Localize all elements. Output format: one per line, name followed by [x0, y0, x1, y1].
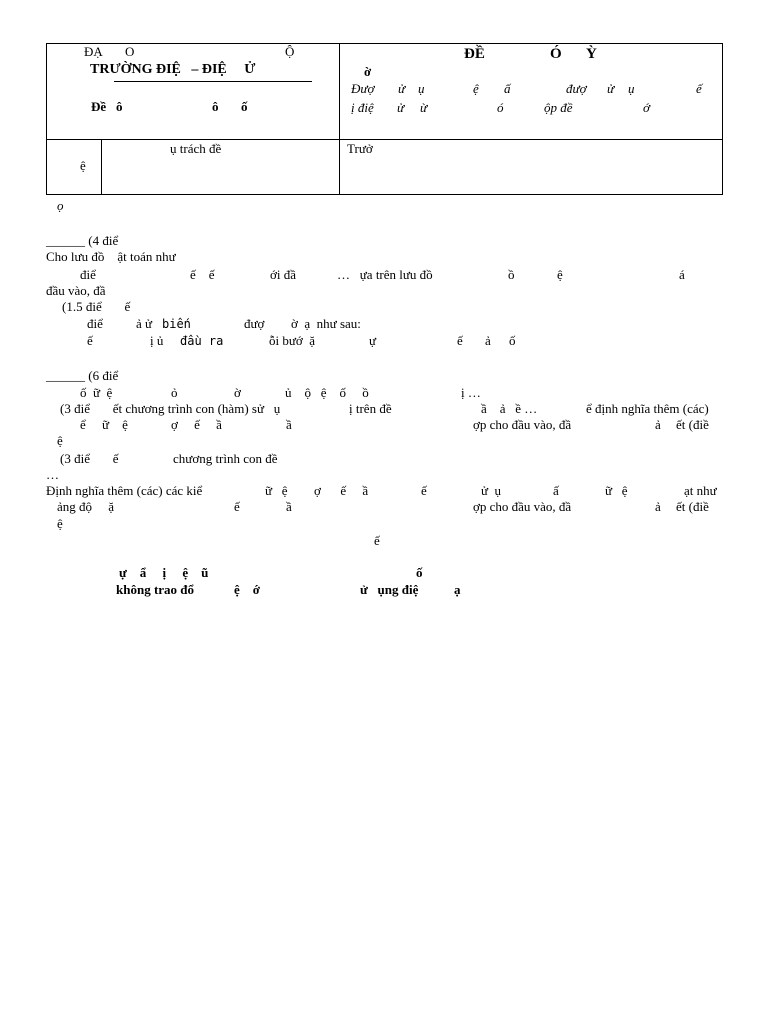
part2-def-f: ấ [553, 483, 559, 498]
part2-def-l2-d: ợp cho đầu vào, đầ [473, 499, 572, 514]
part2-q1-l2-f: ết (điề [676, 417, 709, 432]
part2-q1-a: (3 điể ết chương trình con (hàm) sử ụ [60, 401, 281, 416]
note1-f: đượ [566, 81, 587, 96]
note2-c: ừ [420, 100, 428, 115]
note2-a: ị điệ [351, 100, 374, 115]
ministry-text-a: ĐẠ [84, 44, 103, 59]
school-name: TRƯỜNG ĐIỆ – ĐIỆ Ử [90, 62, 256, 77]
footer-line2-b: ệ ớ [234, 582, 260, 597]
exam-line-d: ố [241, 99, 248, 114]
table-divider-left [101, 139, 102, 195]
exam-line-a: Đề [91, 99, 107, 114]
note1-b: ử [398, 81, 406, 96]
part1-line2-c: ới đầ [270, 267, 297, 282]
ministry-text-b: O [125, 44, 135, 59]
part2-q1-c: ầ ả ề … [481, 401, 538, 416]
part1-heading: ______ (4 điể [46, 233, 119, 248]
part2-def-l2-a: ảng độ ặ [57, 499, 115, 514]
part2-def-l2-c: ầ [286, 499, 292, 514]
part2-q1-l2-d: ợp cho đầu vào, đầ [473, 417, 572, 432]
part2-def-c: ợ ế ầ [314, 483, 369, 498]
part1-q1-l3-code: đầu ra [180, 334, 224, 348]
part2-line1-b: ỏ [171, 385, 178, 400]
part2-q1-l2-b: ợ ế ầ [171, 417, 222, 432]
exam-subtitle: ờ [364, 64, 372, 79]
exam-title-a: ĐỀ [464, 46, 485, 62]
part2-q1-l2-e: ả [655, 417, 661, 432]
part1-line2-a: điể [80, 267, 96, 282]
part2-heading: ______ (6 điể [46, 368, 119, 383]
part1-q1-l2-d: ờ ạ như sau: [291, 316, 361, 331]
table-divider-main [339, 43, 340, 195]
part1-line1: Cho lưu đồ ật toán như [46, 249, 176, 264]
school-underline [114, 81, 312, 82]
part2-q1-b: ị trên đề [349, 401, 392, 416]
note1-h: ụ [628, 81, 635, 96]
part1-q1-l3-e: ế [457, 333, 463, 348]
part1-q1-l3-c: ỗi bướ ặ [269, 333, 316, 348]
part2-line1-d: ủ ộ ệ ố ồ [285, 385, 369, 400]
note2-e: ộp đề [544, 100, 573, 115]
part2-def-g: ữ ệ [605, 483, 628, 498]
row2-col1: ệ [80, 158, 86, 173]
note2-b: ử [397, 100, 405, 115]
part2-q2-b: chương trình con đề [173, 451, 278, 466]
part1-line2-g: á [679, 267, 685, 282]
note1-e: ấ [504, 81, 511, 96]
part2-q1-d: ể định nghĩa thêm (các) [586, 401, 709, 416]
row2-col3: Trưở [347, 141, 373, 156]
part2-line1-e: ị … [461, 385, 481, 400]
row2-col2: ụ trách đề [170, 141, 222, 156]
ministry-text-c: Ộ [285, 44, 295, 59]
part1-q1-l2-a: điể [87, 316, 103, 331]
part1-line2-d: … ựa trên lưu đồ [337, 267, 433, 282]
part2-q1-l2-a: ể ữ ệ [80, 417, 128, 432]
note1-c: ụ [418, 81, 425, 96]
footer-line2-c: ử ụng điệ [360, 582, 419, 597]
note1-g: ử [607, 81, 615, 96]
footer-line2-d: ạ [454, 582, 461, 597]
footer-line1-a: ự ẩ ị ệ ũ [119, 565, 209, 580]
part2-q1-l2-c: ầ [286, 417, 292, 432]
exam-title-b: Ó [550, 46, 562, 62]
part1-q1-l3-f: ả [485, 333, 491, 348]
part1-line2-e: ồ [508, 267, 515, 282]
part1-q1-l2-code: biến [162, 317, 191, 331]
part1-q1-l2-b: ả ử [136, 316, 153, 331]
part2-def-l2-f: ết (điề [676, 499, 709, 514]
part1-q1-l3-d: ự [369, 333, 377, 348]
part1-q1-l3-b: ị ủ [150, 333, 164, 348]
end-mark: ế [374, 533, 380, 548]
part1-line3: đầu vào, đầ [46, 283, 106, 298]
part2-q1-l3: ệ [57, 433, 63, 448]
under-table-note: ọ [57, 198, 64, 213]
part2-ellipsis: … [46, 467, 59, 482]
part1-line2-b: ế ế [190, 267, 215, 282]
part1-q1-l3-g: ố [509, 333, 516, 348]
part1-line2-f: ệ [557, 267, 563, 282]
part2-def-a: Định nghĩa thêm (các) các kiể [46, 483, 203, 498]
part2-def-h: ạt như [684, 483, 717, 498]
footer-line1-b: ố [416, 565, 423, 580]
part1-q1-l2-c: đượ [244, 316, 265, 331]
part2-def-l3: ệ [57, 516, 63, 531]
part2-def-d: ế [421, 483, 427, 498]
note2-f: ớ [643, 100, 650, 115]
part2-def-l2-b: ế [234, 499, 240, 514]
note2-d: ó [497, 100, 504, 115]
part2-line1-c: ờ [234, 385, 241, 400]
note1-a: Đượ [351, 81, 375, 96]
part1-q1: (1.5 điể ế [62, 299, 131, 314]
part2-def-l2-e: ả [655, 499, 661, 514]
note1-d: ệ [473, 81, 479, 96]
footer-line2-a: không trao đổ [116, 582, 195, 597]
part2-def-e: ử ụ [481, 483, 502, 498]
part1-q1-l3-a: ế [87, 333, 93, 348]
part2-line1-a: ố ữ ệ [80, 385, 113, 400]
table-divider-row [46, 139, 723, 140]
exam-line-c: ô [212, 99, 219, 114]
part2-def-b: ữ ệ [265, 483, 288, 498]
exam-line-b: ô [116, 99, 123, 114]
exam-title-c: Ỳ [586, 46, 597, 62]
part2-q2-a: (3 điể ế [60, 451, 119, 466]
note1-i: ế [696, 81, 702, 96]
